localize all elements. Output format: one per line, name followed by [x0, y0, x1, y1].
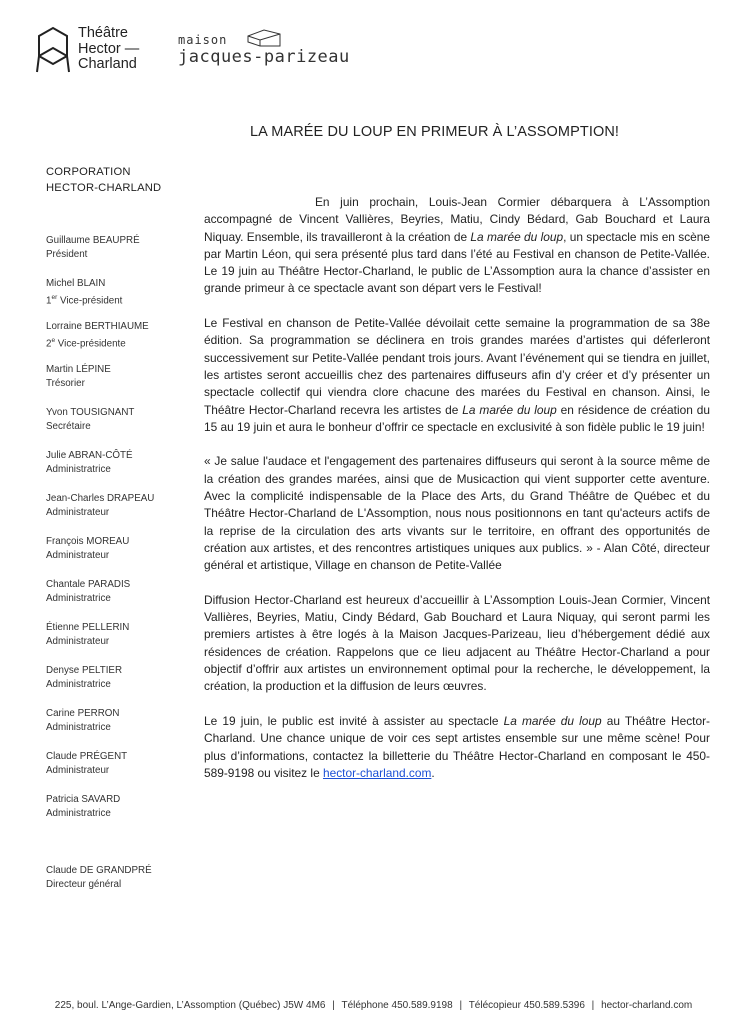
member-role-sup: e	[51, 336, 56, 344]
show-title-italic: La marée du loup	[470, 229, 564, 244]
member-role: Administratrice	[46, 807, 111, 819]
member-name: Guillaume BEAUPRÉ	[46, 235, 140, 246]
board-sidebar	[46, 164, 196, 890]
board-member	[46, 234, 140, 261]
board-member	[46, 664, 122, 691]
website-link[interactable]: hector-charland.com	[322, 765, 432, 780]
member-name: Chantale PARADIS	[46, 579, 131, 590]
member-role: Directeur général	[46, 878, 122, 890]
footer-phone: Téléphone 450.589.9198	[341, 1000, 453, 1011]
paragraph-1	[204, 194, 710, 298]
member-name: François MOREAU	[46, 536, 130, 547]
footer-contact	[0, 1000, 747, 1011]
member-name: Claude PRÉGENT	[46, 751, 128, 762]
board-member	[46, 320, 149, 350]
footer-separator: |	[591, 1000, 595, 1011]
paragraph-4: Diffusion Hector-Charland est heureux d’accueillir à L’Assomption Louis-Jean Cormier, Vincent Vallières, Beyries, Matiu, Cindy Bédard, Gab Bouchard et Laura Niquay, qui seront parmi les premiers artistes à être logés à la Maison Jacques-Parizeau, lieu d’hébergement dédié aux résidences de création. Rappelons que ce lieu adjacent au Théâtre Hector-Charland a pour objectif d’offrir aux artistes un environnement optimal pour la recherche, le développement, la création, la production et la diffusion de leurs œuvres.	[204, 592, 710, 694]
board-member	[46, 707, 120, 734]
member-role: Administratrice	[46, 592, 111, 604]
member-name: Lorraine BERTHIAUME	[46, 321, 149, 332]
member-role-num: 2	[46, 337, 52, 349]
board-member	[46, 793, 120, 820]
paragraph-text: , un spectacle mis en scène par Martin Léon, qui sera présenté plus tard dans l’été au Festival en chanson de Petite-Vallée. Le 19 juin au Théâtre Hector-Charland, le public de L’Assomption aura la chance d’assister en grande primeur à ce spectacle avant son départ vers le Festival!	[204, 229, 710, 296]
footer-address: 225, boul. L’Ange-Gardien, L’Assomption (Québec) J5W 4M6	[54, 1000, 326, 1011]
show-title-italic: La marée du loup	[462, 402, 557, 417]
footer-fax: Télécopieur 450.589.5396	[468, 1000, 585, 1011]
page-title: LA MARÉE DU LOUP EN PRIMEUR À L’ASSOMPTION!	[250, 124, 620, 140]
corporation-heading	[46, 164, 196, 196]
board-member	[46, 406, 134, 433]
paragraph-5	[204, 713, 710, 782]
board-member	[46, 277, 122, 307]
paragraph-text: Le 19 juin, le public est invité à assister au spectacle	[204, 713, 504, 728]
member-role: Administratrice	[46, 721, 111, 733]
theatre-logo-line: Charland	[78, 56, 137, 72]
member-name: Carine PERRON	[46, 708, 120, 719]
theatre-logo-line: Hector —	[78, 40, 140, 57]
member-name: Claude DE GRANDPRÉ	[46, 865, 152, 876]
paragraph-text: au Théâtre Hector-Charland. Une chance unique de voir ces sept artistes ensemble sur une même scène! Pour plus d’informations, contactez la billetterie du Théâtre Hector-Charland en composant le 450-589-9198 ou visitez le	[204, 713, 710, 780]
corporation-line: HECTOR-CHARLAND	[46, 182, 162, 194]
board-member-director	[46, 864, 152, 891]
member-name: Julie ABRAN-CÔTÉ	[46, 450, 133, 461]
member-role	[46, 291, 122, 308]
member-role-sup: er	[51, 293, 58, 301]
member-role: Secrétaire	[46, 420, 91, 432]
member-role: Administrateur	[46, 506, 110, 518]
footer-website[interactable]: hector-charland.com	[601, 1000, 693, 1011]
board-member	[46, 578, 130, 605]
member-role: Président	[46, 248, 88, 260]
member-name: Patricia SAVARD	[46, 794, 121, 805]
board-member	[46, 535, 129, 562]
member-role-num: 1	[46, 294, 52, 306]
logo-maison-name: jacques-parizeau	[178, 47, 350, 67]
board-member	[46, 621, 129, 648]
member-role: Administrateur	[46, 549, 110, 561]
member-name: Yvon TOUSIGNANT	[46, 407, 135, 418]
member-role: Administratrice	[46, 463, 111, 475]
board-member	[46, 492, 154, 519]
press-release-body	[204, 194, 710, 799]
footer-separator: |	[332, 1000, 335, 1011]
member-name: Martin LÉPINE	[46, 364, 111, 375]
member-role: Administratrice	[46, 678, 111, 690]
paragraph-text: En juin prochain, Louis-Jean Cormier débarquera à L’Assomption accompagné de Vincent Vallières, Beyries, Matiu, Cindy Bédard, Gab Bouchard et Laura Niquay. Ensemble, ils travailleront à la création de	[204, 195, 710, 244]
member-role: Administrateur	[46, 635, 110, 647]
member-role: Administrateur	[46, 764, 110, 776]
theatre-logo-icon	[33, 26, 73, 74]
show-title-italic: La marée du loup	[503, 713, 602, 728]
house-outline-icon	[246, 28, 282, 48]
paragraph-text: en résidence de création du 15 au 19 juin et aura le bonheur d’offrir ce spectacle en exclusivité à son fidèle public le 19 juin!	[204, 402, 710, 434]
paragraph-3-quote: « Je salue l'audace et l'engagement des partenaires diffuseurs qui seront à la source même de la création des grandes marées, ainsi que de Musicaction qui vient supporter cette aventure. Avec la complicité indispensable de la Place des Arts, du Grand Théâtre de Québec et du Théâtre Hector-Charland de L'Assomption, nous nous positionnons en tant qu'acteurs actifs de la reprise de la circulation des arts vivants sur le territoire, en offrant des opportunités de création aux artistes, et des rencontres artistiques uniques aux publics. » - Alan Côté, directeur général et artistique, Village en chanson de Petite-Vallée	[204, 454, 710, 573]
board-member	[46, 750, 127, 777]
paragraph-text: .	[431, 765, 435, 780]
corporation-line: CORPORATION	[46, 166, 131, 178]
member-name: Étienne PELLERIN	[46, 622, 130, 633]
paragraph-2	[204, 315, 710, 436]
logo-maison-word: maison	[178, 33, 228, 47]
maison-jacques-parizeau-logo	[178, 34, 350, 67]
member-role	[46, 334, 149, 351]
member-role-text: Vice-présidente	[55, 337, 126, 349]
member-role: Trésorier	[46, 377, 85, 389]
member-name: Jean-Charles DRAPEAU	[46, 493, 155, 504]
member-name: Michel BLAIN	[46, 278, 106, 289]
theatre-logo-line: Théâtre	[78, 25, 128, 41]
board-member	[46, 449, 133, 476]
member-name: Denyse PELTIER	[46, 665, 123, 676]
footer-separator: |	[459, 1000, 463, 1011]
member-role-text: Vice-président	[57, 294, 123, 306]
board-member	[46, 363, 111, 390]
paragraph-text: Le Festival en chanson de Petite-Vallée dévoilait cette semaine la programmation de sa 38e édition. Sa programmation se déclinera en trois grandes marées d’artistes qui déferleront successivement sur Petite-Vallée pendant trois jours. Avant l’événement qui se tiendra en juillet, les artistes seront accueillis chez des partenaires diffuseurs afin d’y créer et d’y présenter un spectacle collectif qui viendra clore chacune des marées du Festival en chanson. Ainsi, le Théâtre Hector-Charland recevra les artistes de	[204, 316, 710, 417]
